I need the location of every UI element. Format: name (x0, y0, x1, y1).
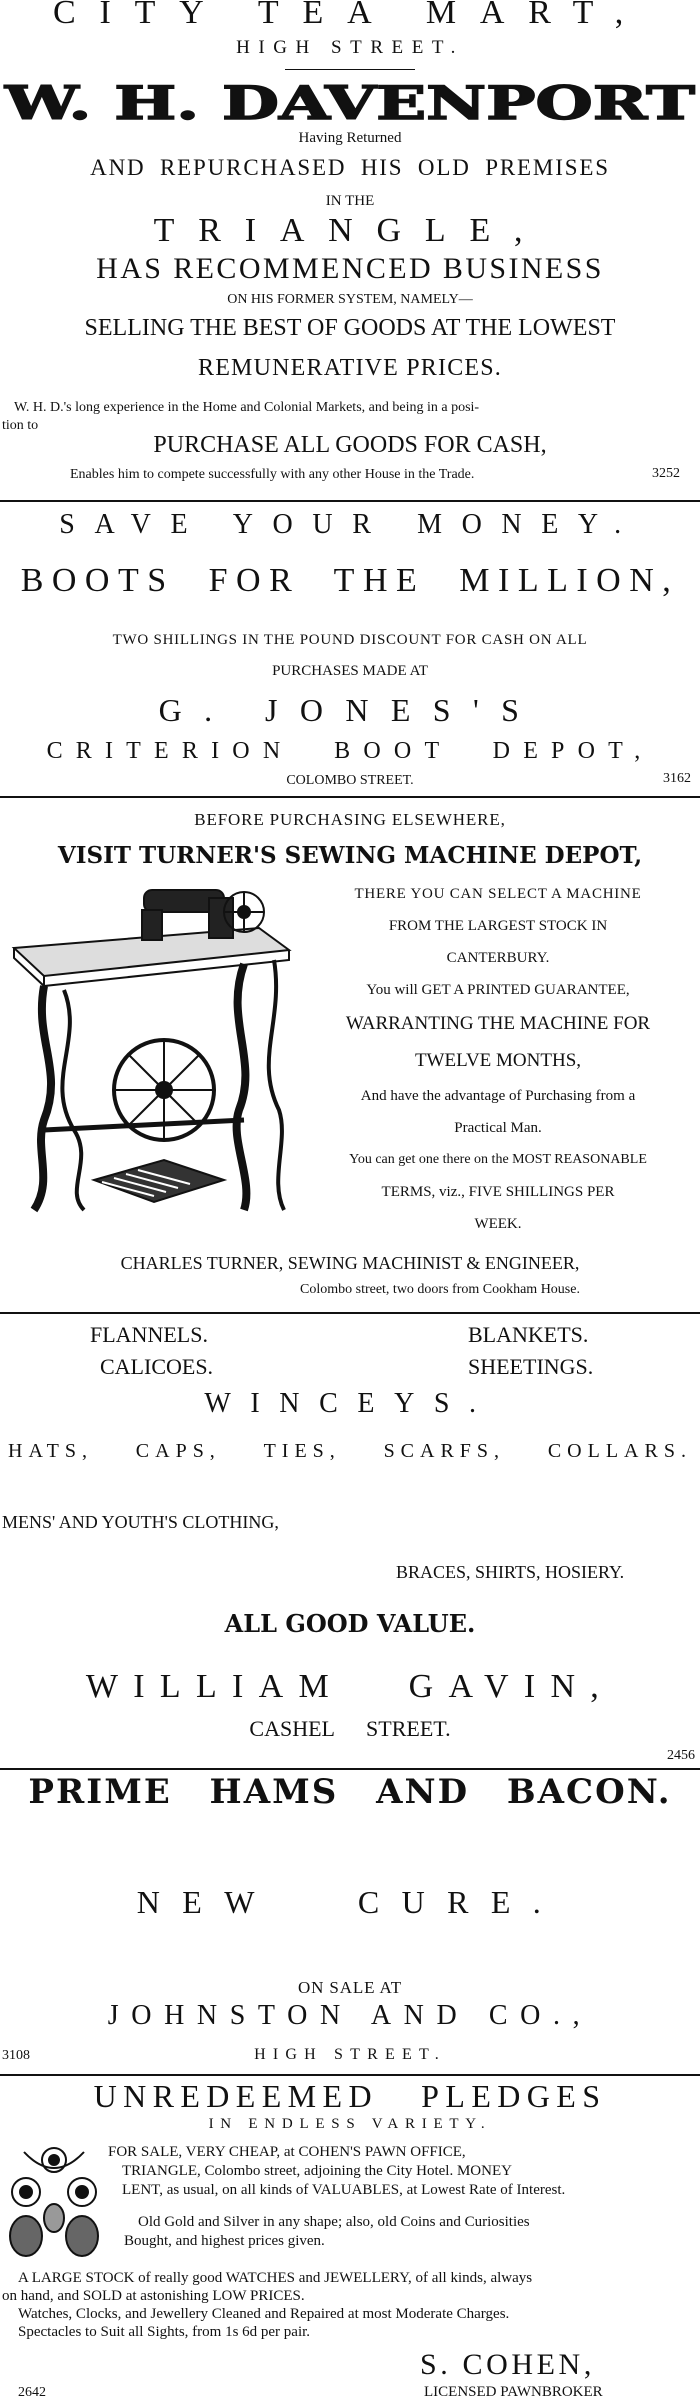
ad1-former: ON HIS FORMER SYSTEM, NAMELY— (227, 292, 473, 307)
ad4-cashel: CASHEL STREET. (249, 1716, 451, 1741)
ad5-cure: NEW CURE. (136, 1884, 564, 1920)
ad5-johnston: JOHNSTON AND CO., (107, 2000, 593, 2031)
ad3-address: Colombo street, two doors from Cookham House. (300, 1282, 580, 1297)
ad4-ties: TIES, (263, 1440, 341, 1462)
ad6-pledges: UNREDEEMED PLEDGES (93, 2078, 607, 2114)
ad3-line: Practical Man. (454, 1120, 542, 1136)
ad-sewing-machine (0, 800, 700, 1320)
ad3-visit: VISIT TURNER'S SEWING MACHINE DEPOT, (57, 842, 643, 869)
ad1-recommenced: HAS RECOMMENCED BUSINESS (96, 252, 604, 285)
ad1-prices: REMUNERATIVE PRICES. (197, 355, 503, 381)
ad4-flannels: FLANNELS. (90, 1322, 208, 1347)
ad6-stock1: A LARGE STOCK of really good WATCHES and JEWELLERY, of all kinds, always (18, 2270, 533, 2286)
jewellery-illustration (4, 2144, 104, 2260)
ad6-number: 2642 (18, 2385, 46, 2400)
ad1-title: CITY TEA MART, (52, 0, 648, 31)
ad6-gold2: Bought, and highest prices given. (124, 2233, 325, 2249)
ad6-cohen: S. COHEN, (420, 2348, 595, 2381)
ad2-two2: PURCHASES MADE AT (272, 663, 428, 679)
ad4-hats: HATS, (8, 1440, 94, 1462)
ad3-copy (298, 878, 698, 1240)
ad3-line: FROM THE LARGEST STOCK IN (388, 918, 608, 934)
ad3-line: TERMS, viz., FIVE SHILLINGS PER (381, 1184, 615, 1200)
ad1-having: Having Returned (298, 130, 402, 146)
ad1-triangle: TRIANGLE, (153, 212, 547, 249)
ad6-for2: TRIANGLE, Colombo street, adjoining the City Hotel. MONEY (122, 2163, 512, 2179)
ad1-banner-text: W. H. DAVENPORT (3, 82, 695, 126)
ad2-number: 3162 (663, 771, 691, 786)
ad3-line: You can get one there on the MOST REASONABLE (349, 1152, 647, 1167)
ad3-line: THERE YOU CAN SELECT A MACHINE (354, 886, 642, 902)
ad6-variety: IN ENDLESS VARIETY. (208, 2116, 492, 2132)
ad4-number: 2456 (667, 1748, 695, 1763)
ad5-high: HIGH STREET. (254, 2046, 446, 2063)
ad1-number: 3252 (652, 466, 680, 481)
ad6-for1: FOR SALE, VERY CHEAP, at COHEN'S PAWN OFFICE, (108, 2144, 466, 2160)
ad4-value: ALL GOOD VALUE. (224, 1609, 476, 1638)
ad4-mens: MENS' AND YOUTH'S CLOTHING, (2, 1512, 279, 1532)
ad4-calicoes: CALICOES. (100, 1354, 214, 1379)
sewing-machine-illustration (4, 880, 294, 1220)
ad4-caps: CAPS, (135, 1440, 221, 1462)
ad5-footer (0, 2040, 700, 2070)
ad4-winceys: WINCEYS. (204, 1388, 496, 1419)
ad2-jones: G. JONES'S (158, 692, 542, 728)
ad5-hams: PRIME HAMS AND BACON. (28, 1772, 672, 1812)
ad1-street: HIGH STREET. (236, 37, 464, 58)
ad4-sheetings: SHEETINGS. (468, 1354, 594, 1379)
ad6-stock2: on hand, and SOLD at astonishing LOW PRICES. (2, 2288, 305, 2304)
ad3-line: And have the advantage of Purchasing from a (360, 1088, 636, 1104)
ad3-line: CANTERBURY. (446, 950, 550, 966)
ad3-before: BEFORE PURCHASING ELSEWHERE, (194, 810, 506, 829)
ad4-braces: BRACES, SHIRTS, HOSIERY. (396, 1562, 625, 1582)
ad1-body2: tion to (2, 418, 39, 433)
ad-boots (0, 505, 700, 795)
ad1-enables: Enables him to compete successfully with any other House in the Trade. (70, 467, 475, 482)
ad-william-gavin (0, 1316, 700, 1771)
ad2-save: SAVE YOUR MONEY. (59, 509, 641, 540)
ad4-collars: COLLARS. (547, 1440, 692, 1462)
ad2-two1: TWO SHILLINGS IN THE POUND DISCOUNT FOR CASH ON ALL (112, 632, 588, 648)
ad3-line: You will GET A PRINTED GUARANTEE, (366, 982, 630, 998)
ad2-boots: BOOTS FOR THE MILLION, (20, 562, 680, 599)
ad1-body1: W. H. D.'s long experience in the Home and Colonial Markets, and being in a posi- (14, 400, 480, 415)
ad5-number: 3108 (2, 2048, 30, 2063)
banner-lettering (0, 82, 700, 126)
ad4-blankets: BLANKETS. (468, 1322, 589, 1347)
ad1-line1: AND REPURCHASED HIS OLD PREMISES (90, 155, 610, 180)
ad5-sale: ON SALE AT (298, 1978, 402, 1997)
ad6-stock3: Watches, Clocks, and Jewellery Cleaned and Repaired at most Moderate Charges. (18, 2306, 510, 2322)
ad1-banner (0, 82, 700, 126)
ad6-gold1: Old Gold and Silver in any shape; also, old Coins and Curiosities (138, 2214, 530, 2230)
ad-hams-and-bacon (0, 1772, 700, 2040)
ad6-for3: LENT, as usual, on all kinds of VALUABLES, at Lowest Rate of Interest. (122, 2182, 566, 2198)
ad-city-tea-mart (0, 0, 700, 505)
ad2-colombo: COLOMBO STREET. (286, 773, 414, 788)
ad3-line: TWELVE MONTHS, (414, 1050, 582, 1071)
ad6-stock4: Spectacles to Suit all Sights, from 1s 6d per pair. (18, 2324, 311, 2340)
ad1-purchase: PURCHASE ALL GOODS FOR CASH, (153, 432, 547, 458)
ad6-pawn: LICENSED PAWNBROKER (424, 2384, 603, 2400)
ad4-accessories-row (0, 1440, 700, 1463)
ad2-criterion: CRITERION BOOT DEPOT, (46, 738, 654, 764)
ad4-scarfs: SCARFS, (383, 1440, 506, 1462)
ad3-charles: CHARLES TURNER, SEWING MACHINIST & ENGINEER, (120, 1253, 580, 1273)
ad1-selling: SELLING THE BEST OF GOODS AT THE LOWEST (84, 315, 616, 341)
ad3-line: WEEK. (474, 1216, 522, 1232)
ad-unredeemed-pledges (0, 2078, 700, 2407)
ad6-for-block (108, 2144, 698, 2201)
ad3-line: WARRANTING THE MACHINE FOR (345, 1013, 651, 1034)
ad1-in-the: IN THE (325, 193, 375, 209)
ad4-gavin: WILLIAM GAVIN, (85, 1668, 615, 1705)
